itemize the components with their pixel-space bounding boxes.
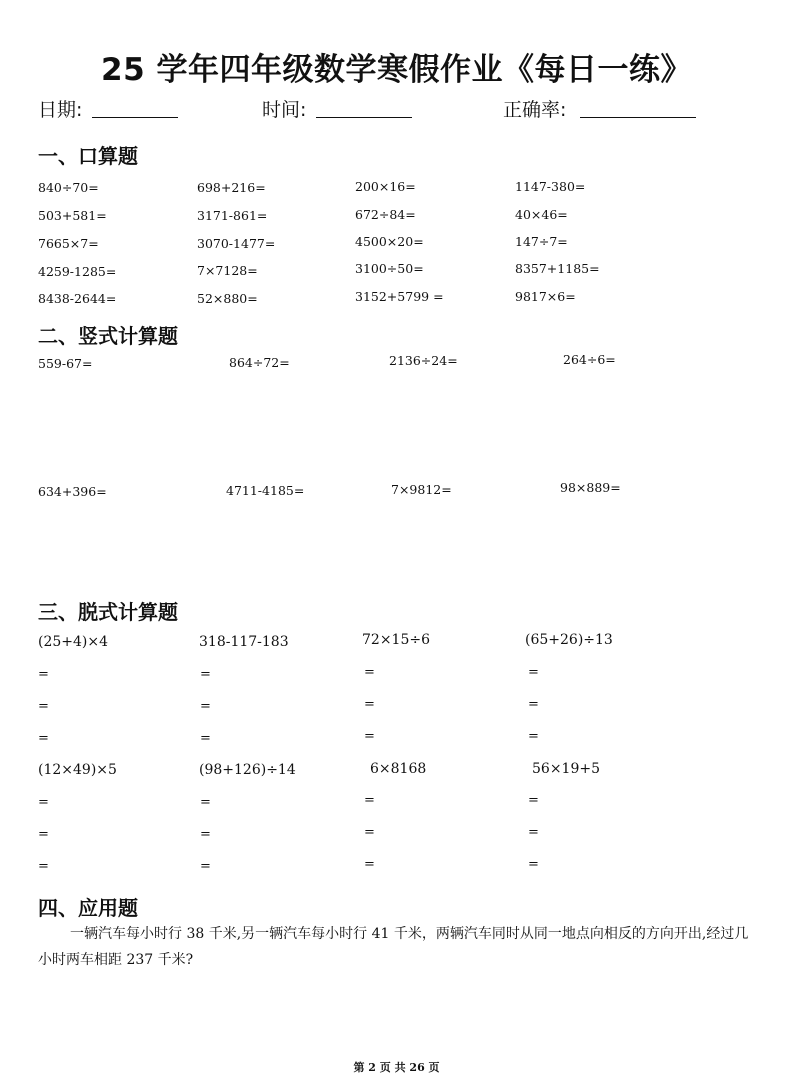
equals-line: =: [528, 665, 539, 680]
derivation-problem: (65+26)÷13: [525, 632, 613, 648]
section1-heading: 一、口算题: [38, 144, 138, 168]
oral-problem: 672÷84=: [355, 207, 416, 222]
vertical-problem: 98×889=: [560, 480, 621, 495]
oral-problem: 40×46=: [515, 207, 568, 222]
equals-line: =: [38, 667, 49, 682]
vertical-problem: 864÷72=: [229, 355, 290, 370]
oral-problem: 7×7128=: [197, 263, 258, 278]
equals-line: =: [38, 699, 49, 714]
oral-problem: 4259-1285=: [38, 264, 117, 279]
vertical-problem: 2136÷24=: [389, 353, 458, 368]
equals-line: =: [528, 729, 539, 744]
vertical-problem: 7×9812=: [391, 482, 452, 497]
oral-problem: 3171-861=: [197, 208, 268, 223]
oral-problem: 698+216=: [197, 180, 266, 195]
page-footer: 第 2 页 共 26 页: [353, 1061, 440, 1074]
equals-line: =: [364, 665, 375, 680]
date-label: 日期:: [38, 99, 83, 121]
equals-line: =: [528, 857, 539, 872]
vertical-problem: 264÷6=: [563, 352, 616, 367]
equals-line: =: [38, 827, 49, 842]
oral-problem: 1147-380=: [515, 179, 586, 194]
vertical-problem: 559-67=: [38, 356, 93, 371]
oral-problem: 9817×6=: [515, 289, 576, 304]
accuracy-label: 正确率:: [503, 99, 567, 121]
oral-problem: 503+581=: [38, 208, 107, 223]
derivation-problem: (12×49)×5: [38, 762, 117, 778]
equals-line: =: [528, 697, 539, 712]
equals-line: =: [200, 795, 211, 810]
section2-heading: 二、竖式计算题: [38, 324, 178, 348]
oral-problem: 3152+5799 =: [355, 289, 444, 304]
oral-problem: 4500×20=: [355, 234, 424, 249]
oral-problem: 3100÷50=: [355, 261, 424, 276]
section3-heading: 三、脱式计算题: [38, 600, 178, 624]
oral-problem: 8357+1185=: [515, 261, 600, 276]
derivation-problem: 318-117-183: [199, 634, 289, 650]
vertical-problem: 634+396=: [38, 484, 107, 499]
derivation-problem: 72×15÷6: [362, 632, 430, 648]
oral-problem: 52×880=: [197, 291, 258, 306]
equals-line: =: [364, 825, 375, 840]
date-blank-line: [92, 117, 178, 118]
page-title: 25 学年四年级数学寒假作业《每日一练》: [101, 52, 692, 88]
equals-line: =: [528, 825, 539, 840]
equals-line: =: [38, 795, 49, 810]
equals-line: =: [200, 859, 211, 874]
vertical-problem: 4711-4185=: [226, 483, 305, 498]
equals-line: =: [528, 793, 539, 808]
equals-line: =: [38, 731, 49, 746]
equals-line: =: [364, 793, 375, 808]
equals-line: =: [38, 859, 49, 874]
equals-line: =: [200, 731, 211, 746]
oral-problem: 200×16=: [355, 179, 416, 194]
equals-line: =: [200, 667, 211, 682]
section4-heading: 四、应用题: [38, 896, 138, 920]
derivation-problem: 56×19+5: [532, 761, 600, 777]
time-label: 时间:: [262, 99, 307, 121]
time-blank-line: [316, 117, 412, 118]
derivation-problem: (25+4)×4: [38, 634, 109, 650]
equals-line: =: [200, 827, 211, 842]
oral-problem: 3070-1477=: [197, 236, 276, 251]
equals-line: =: [364, 729, 375, 744]
derivation-problem: (98+126)÷14: [199, 762, 296, 778]
equals-line: =: [364, 697, 375, 712]
oral-problem: 840÷70=: [38, 180, 99, 195]
equals-line: =: [200, 699, 211, 714]
oral-problem: 8438-2644=: [38, 291, 117, 306]
oral-problem: 7665×7=: [38, 236, 99, 251]
accuracy-blank-line: [580, 117, 696, 118]
word-problem-text: 一辆汽车每小时行 38 千米,另一辆汽车每小时行 41 千米，两辆汽车同时从同一地点向相反的方向开出,经过几小时两车相距 237 千米?: [38, 926, 749, 968]
equals-line: =: [364, 857, 375, 872]
oral-problem: 147÷7=: [515, 234, 568, 249]
derivation-problem: 6×8168: [370, 761, 427, 777]
